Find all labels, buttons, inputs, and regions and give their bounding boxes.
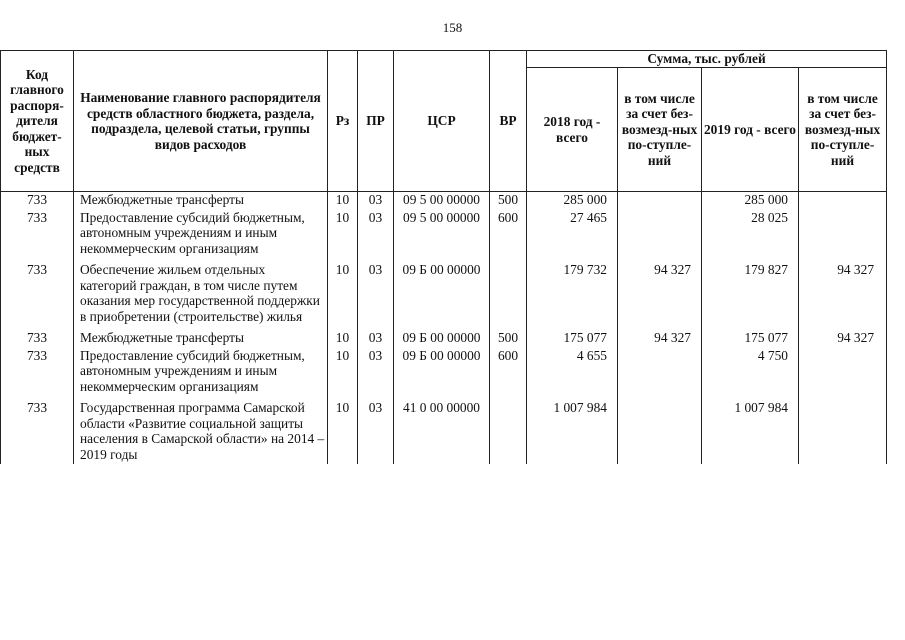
cell-vr — [490, 262, 527, 330]
cell-csr: 41 0 00 00000 — [394, 400, 490, 464]
table-row — [1, 210, 887, 263]
cell-csr: 09 Б 00 00000 — [394, 330, 490, 348]
cell-code: 733 — [1, 400, 74, 464]
cell-2018-total: 285 000 — [527, 192, 618, 210]
cell-2018-total: 179 732 — [527, 262, 618, 330]
header-csr: ЦСР — [394, 51, 490, 192]
cell-rz: 10 — [328, 400, 358, 464]
cell-2018-grants — [618, 192, 702, 210]
cell-2018-total: 1 007 984 — [527, 400, 618, 464]
cell-2018-grants: 94 327 — [618, 262, 702, 330]
header-2019-total: 2019 год - всего — [702, 68, 799, 192]
cell-vr: 500 — [490, 192, 527, 210]
cell-2019-grants: 94 327 — [799, 330, 887, 348]
header-vr: ВР — [490, 51, 527, 192]
cell-2019-total: 28 025 — [702, 210, 799, 263]
header-2019-grants: в том числе за счет без-возмезд-ных по-ступле-ний — [799, 68, 887, 192]
table-row — [1, 192, 887, 210]
cell-csr: 09 Б 00 00000 — [394, 262, 490, 330]
budget-table — [0, 50, 887, 464]
header-rz: Рз — [328, 51, 358, 192]
cell-pr: 03 — [358, 262, 394, 330]
cell-code: 733 — [1, 348, 74, 401]
cell-csr: 09 Б 00 00000 — [394, 348, 490, 401]
cell-rz: 10 — [328, 192, 358, 210]
cell-name: Предоставление субсидий бюджетным, автономным учреждениям и иным некоммерческим организациям — [74, 210, 328, 263]
cell-2019-total: 285 000 — [702, 192, 799, 210]
cell-rz: 10 — [328, 348, 358, 401]
table-row — [1, 330, 887, 348]
cell-rz: 10 — [328, 262, 358, 330]
cell-2019-grants — [799, 210, 887, 263]
cell-pr: 03 — [358, 330, 394, 348]
cell-csr: 09 5 00 00000 — [394, 210, 490, 263]
cell-name: Межбюджетные трансферты — [74, 192, 328, 210]
header-sum: Сумма, тыс. рублей — [527, 51, 887, 68]
cell-2018-grants — [618, 210, 702, 263]
header-pr: ПР — [358, 51, 394, 192]
cell-2019-total: 175 077 — [702, 330, 799, 348]
cell-2019-grants — [799, 192, 887, 210]
cell-2018-grants — [618, 348, 702, 401]
cell-2019-total: 1 007 984 — [702, 400, 799, 464]
cell-2018-grants — [618, 400, 702, 464]
cell-2019-total: 4 750 — [702, 348, 799, 401]
cell-pr: 03 — [358, 210, 394, 263]
header-2018-grants: в том числе за счет без-возмезд-ных по-ступле-ний — [618, 68, 702, 192]
cell-2018-total: 4 655 — [527, 348, 618, 401]
cell-vr: 500 — [490, 330, 527, 348]
cell-vr — [490, 400, 527, 464]
table-row — [1, 348, 887, 401]
cell-name: Предоставление субсидий бюджетным, автономным учреждениям и иным некоммерческим организациям — [74, 348, 328, 401]
cell-pr: 03 — [358, 348, 394, 401]
cell-2018-total: 175 077 — [527, 330, 618, 348]
page-number: 158 — [442, 20, 463, 35]
cell-rz: 10 — [328, 210, 358, 263]
header-code: Код главного распоря-дителя бюджет-ных средств — [1, 51, 74, 192]
cell-2019-total: 179 827 — [702, 262, 799, 330]
cell-name: Обеспечение жильем отдельных категорий граждан, в том числе путем оказания мер государственной поддержки в приобретении (строительстве) жилья — [74, 262, 328, 330]
cell-pr: 03 — [358, 400, 394, 464]
cell-pr: 03 — [358, 192, 394, 210]
cell-name: Государственная программа Самарской области «Развитие социальной защиты населения в Самарской области» на 2014 – 2019 годы — [74, 400, 328, 464]
cell-code: 733 — [1, 330, 74, 348]
cell-name: Межбюджетные трансферты — [74, 330, 328, 348]
cell-code: 733 — [1, 262, 74, 330]
cell-code: 733 — [1, 192, 74, 210]
header-name: Наименование главного распорядителя средств областного бюджета, раздела, подраздела, целевой статьи, группы видов расходов — [74, 51, 328, 192]
cell-csr: 09 5 00 00000 — [394, 192, 490, 210]
cell-2018-grants: 94 327 — [618, 330, 702, 348]
cell-2019-grants — [799, 400, 887, 464]
header-2018-total: 2018 год - всего — [527, 68, 618, 192]
cell-vr: 600 — [490, 210, 527, 263]
cell-2019-grants — [799, 348, 887, 401]
table-row — [1, 400, 887, 464]
cell-rz: 10 — [328, 330, 358, 348]
header-row-top — [1, 51, 887, 68]
cell-2019-grants: 94 327 — [799, 262, 887, 330]
cell-2018-total: 27 465 — [527, 210, 618, 263]
table-row — [1, 262, 887, 330]
cell-vr: 600 — [490, 348, 527, 401]
cell-code: 733 — [1, 210, 74, 263]
